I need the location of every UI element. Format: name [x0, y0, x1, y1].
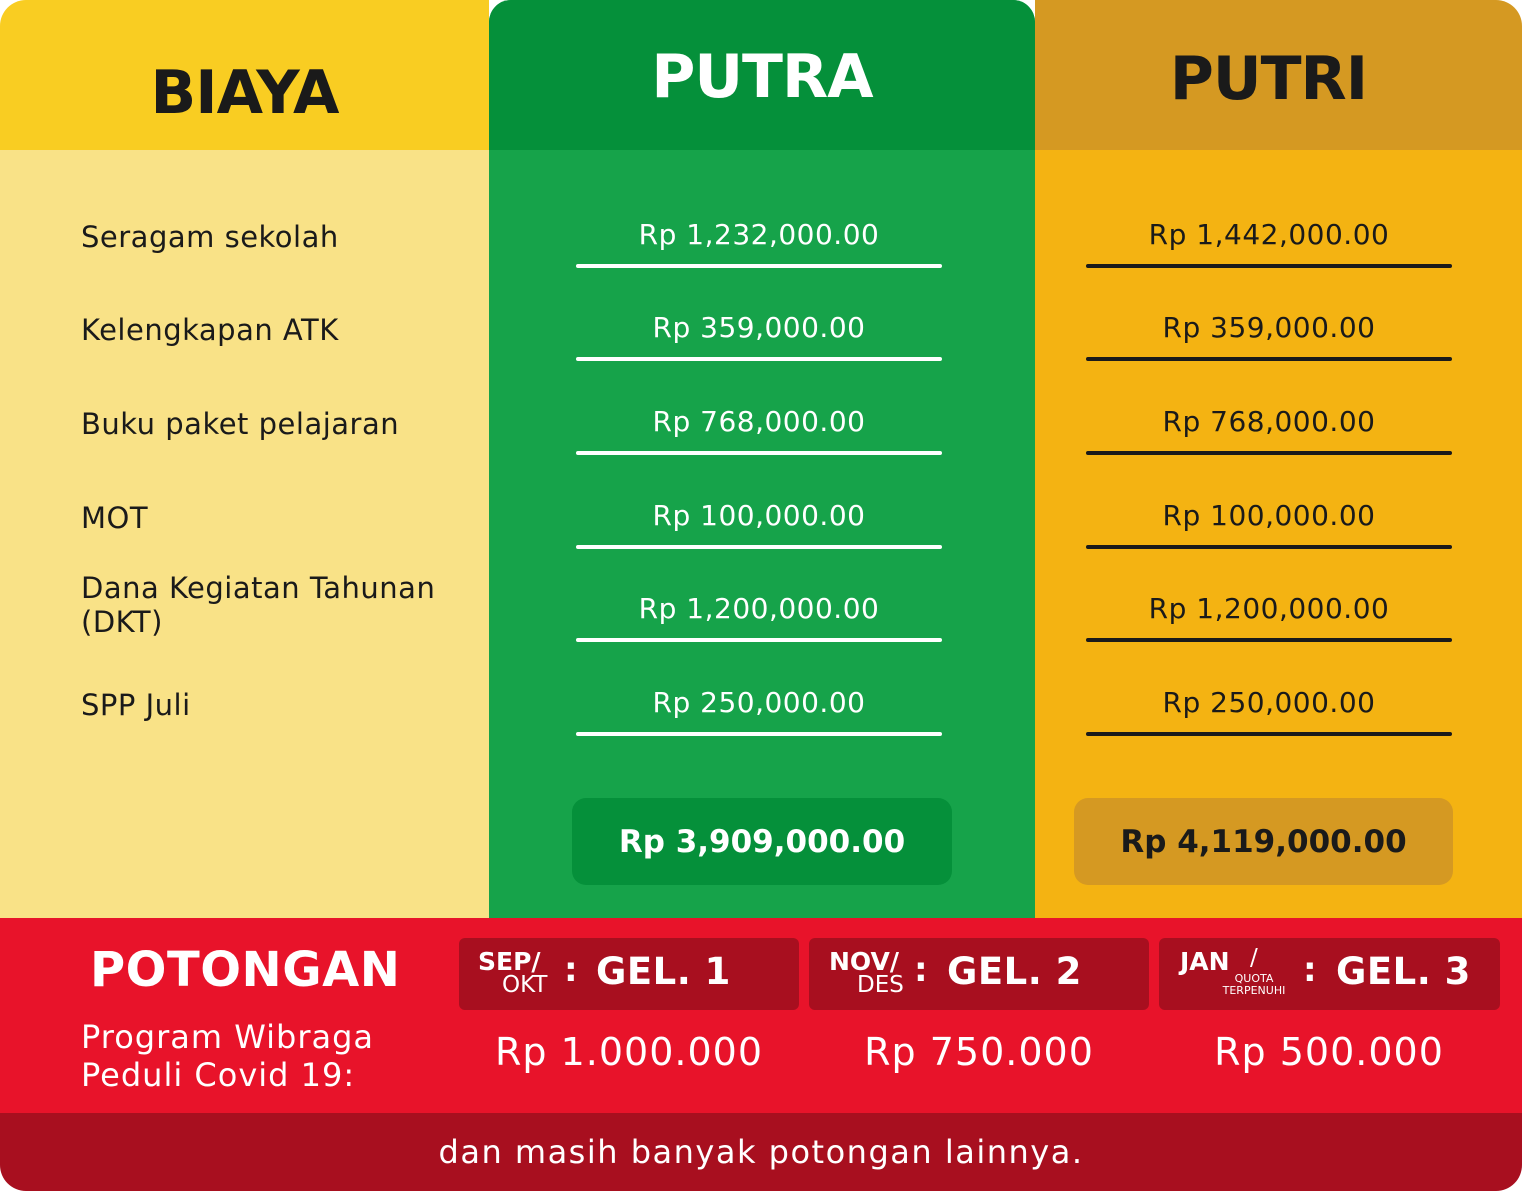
gel2-amount: Rp 750.000: [864, 1030, 1094, 1074]
putri-value-buku: Rp 768,000.00: [1162, 405, 1376, 438]
putra-value-dkt: Rp 1,200,000.00: [638, 592, 880, 625]
gel2-label: GEL. 2: [947, 950, 1082, 993]
gel3-quota-note: QUOTA TERPENUHI: [1222, 972, 1286, 997]
row-label-buku: Buku paket pelajaran: [81, 407, 400, 441]
putri-total: Rp 4,119,000.00: [1074, 798, 1453, 885]
putri-value-spp: Rp 250,000.00: [1162, 686, 1376, 719]
putra-total: Rp 3,909,000.00: [572, 798, 952, 885]
putri-title: PUTRI: [1169, 44, 1368, 114]
putra-underline: [576, 357, 942, 361]
putra-underline: [576, 451, 942, 455]
putra-underline: [576, 545, 942, 549]
putri-underline: [1086, 638, 1452, 642]
gel1-month-bottom: OKT: [502, 972, 548, 998]
footer-note: dan masih banyak potongan lainnya.: [0, 1113, 1522, 1191]
putri-underline: [1086, 357, 1452, 361]
putra-value-mot: Rp 100,000.00: [652, 499, 866, 532]
gel1-amount: Rp 1.000.000: [495, 1030, 763, 1074]
gel2-colon: :: [914, 950, 928, 990]
gel1-label: GEL. 1: [596, 950, 731, 993]
gel2-month-bottom: DES: [857, 972, 904, 998]
putri-underline: [1086, 451, 1452, 455]
gel3-slash: /: [1250, 945, 1258, 971]
putri-header: [1035, 0, 1522, 150]
potongan-subtitle: Program Wibraga Peduli Covid 19:: [81, 1018, 375, 1094]
putra-value-spp: Rp 250,000.00: [652, 686, 866, 719]
row-label-dkt: Dana Kegiatan Tahunan (DKT): [81, 571, 436, 639]
gel3-amount: Rp 500.000: [1214, 1030, 1444, 1074]
biaya-header: [0, 0, 489, 150]
putra-underline: [576, 264, 942, 268]
putri-underline: [1086, 732, 1452, 736]
putri-value-atk: Rp 359,000.00: [1162, 311, 1376, 344]
putri-value-mot: Rp 100,000.00: [1162, 499, 1376, 532]
biaya-title: BIAYA: [150, 58, 339, 128]
putra-underline: [576, 732, 942, 736]
putri-value-seragam: Rp 1,442,000.00: [1148, 218, 1390, 251]
row-label-atk: Kelengkapan ATK: [81, 313, 339, 347]
gel3-colon: :: [1303, 950, 1317, 990]
putra-value-atk: Rp 359,000.00: [652, 311, 866, 344]
row-label-spp: SPP Juli: [81, 688, 191, 722]
putra-title: PUTRA: [651, 42, 873, 112]
gel2-month-top: NOV/: [829, 947, 899, 976]
potongan-title: POTONGAN: [90, 942, 401, 998]
gel1-colon: :: [564, 950, 578, 990]
putra-header: [489, 0, 1035, 150]
gel3-month-top: JAN: [1180, 947, 1230, 976]
row-label-mot: MOT: [81, 501, 149, 535]
gel3-label: GEL. 3: [1336, 950, 1471, 993]
putra-column: [489, 0, 1035, 918]
putra-value-buku: Rp 768,000.00: [652, 405, 866, 438]
row-label-seragam: Seragam sekolah: [81, 220, 339, 254]
putri-value-dkt: Rp 1,200,000.00: [1148, 592, 1390, 625]
putri-underline: [1086, 264, 1452, 268]
putra-value-seragam: Rp 1,232,000.00: [638, 218, 880, 251]
gel1-month-top: SEP/: [478, 947, 541, 976]
putra-underline: [576, 638, 942, 642]
putri-underline: [1086, 545, 1452, 549]
